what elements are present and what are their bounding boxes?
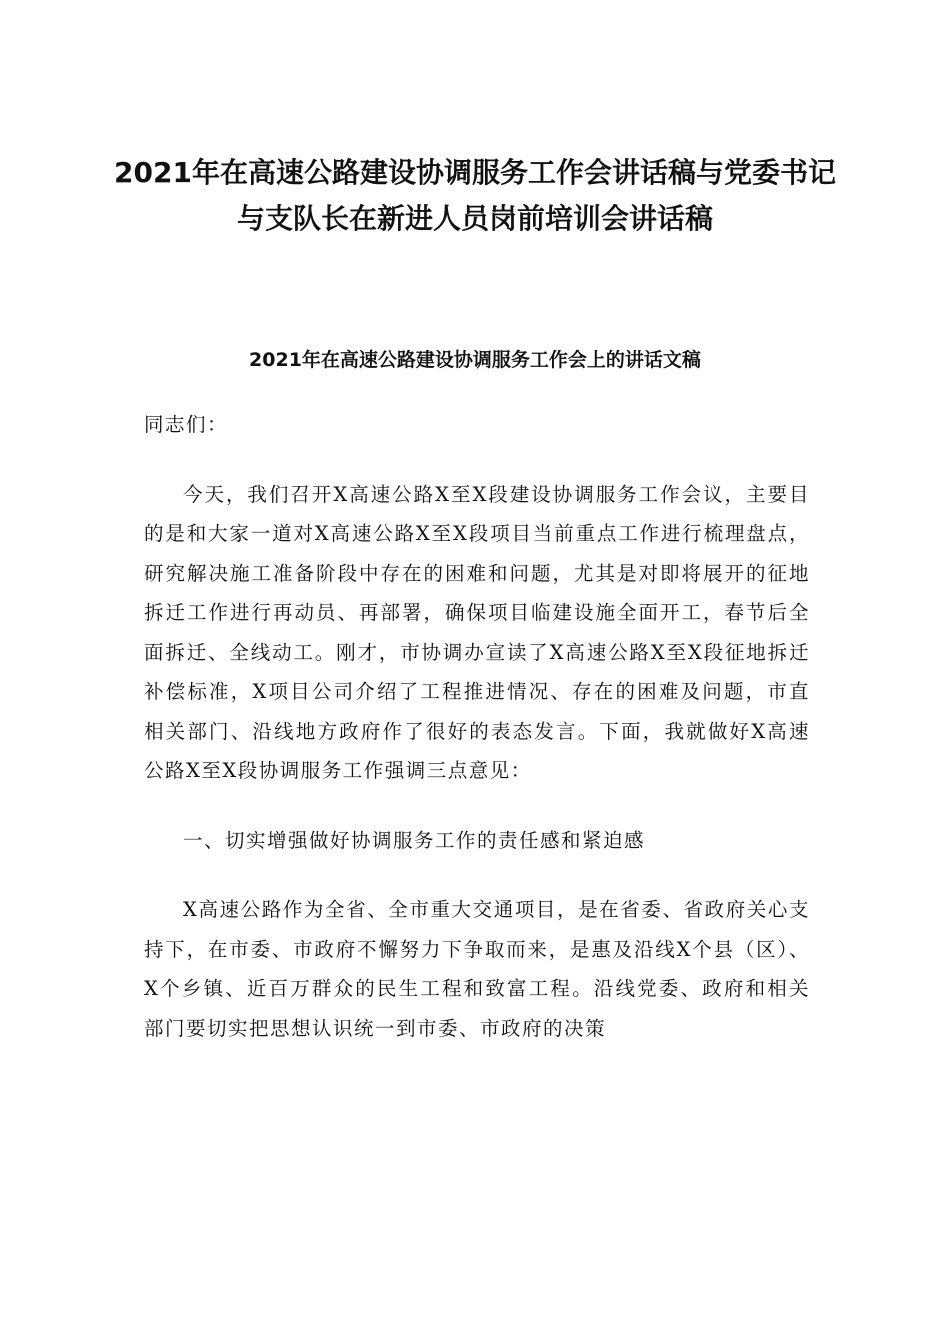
section-title: 2021年在高速公路建设协调服务工作会上的讲话文稿 bbox=[249, 349, 701, 371]
document-body bbox=[144, 405, 810, 1048]
document-title: 2021年在高速公路建设协调服务工作会讲话稿与党委书记与支队长在新进人员岗前培训会讲话稿 bbox=[114, 156, 836, 235]
section-heading-1: 一、切实增强做好协调服务工作的责任感和紧迫感 bbox=[183, 828, 646, 852]
paragraph-intro: 今天，我们召开X高速公路X至X段建设协调服务工作会议，主要目的是和大家一道对X高速公路X至X段项目当前重点工作进行梳理盘点，研究解决施工准备阶段中存在的困难和问题，尤其是对即将展开的征地拆迁工作进行再动员、再部署，确保项目临建设施全面开工，春节后全面拆迁、全线动工。刚才，市协调办宣读了X高速公路X至X段征地拆迁补偿标准，X项目公司介绍了工程推进情况、存在的困难及问题，市直相关部门、沿线地方政府作了很好的表态发言。下面，我就做好X高速公路X至X段协调服务工作强调三点意见： bbox=[144, 482, 810, 782]
salutation: 同志们： bbox=[144, 413, 229, 436]
paragraph-section-1: X高速公路作为全省、全市重大交通项目，是在省委、省政府关心支持下，在市委、市政府不懈努力下争取而来，是惠及沿线X个县（区）、X个乡镇、近百万群众的民生工程和致富工程。沿线党委、政府和相关部门要切实把思想认识统一到市委、市政府的决策 bbox=[144, 898, 810, 1040]
